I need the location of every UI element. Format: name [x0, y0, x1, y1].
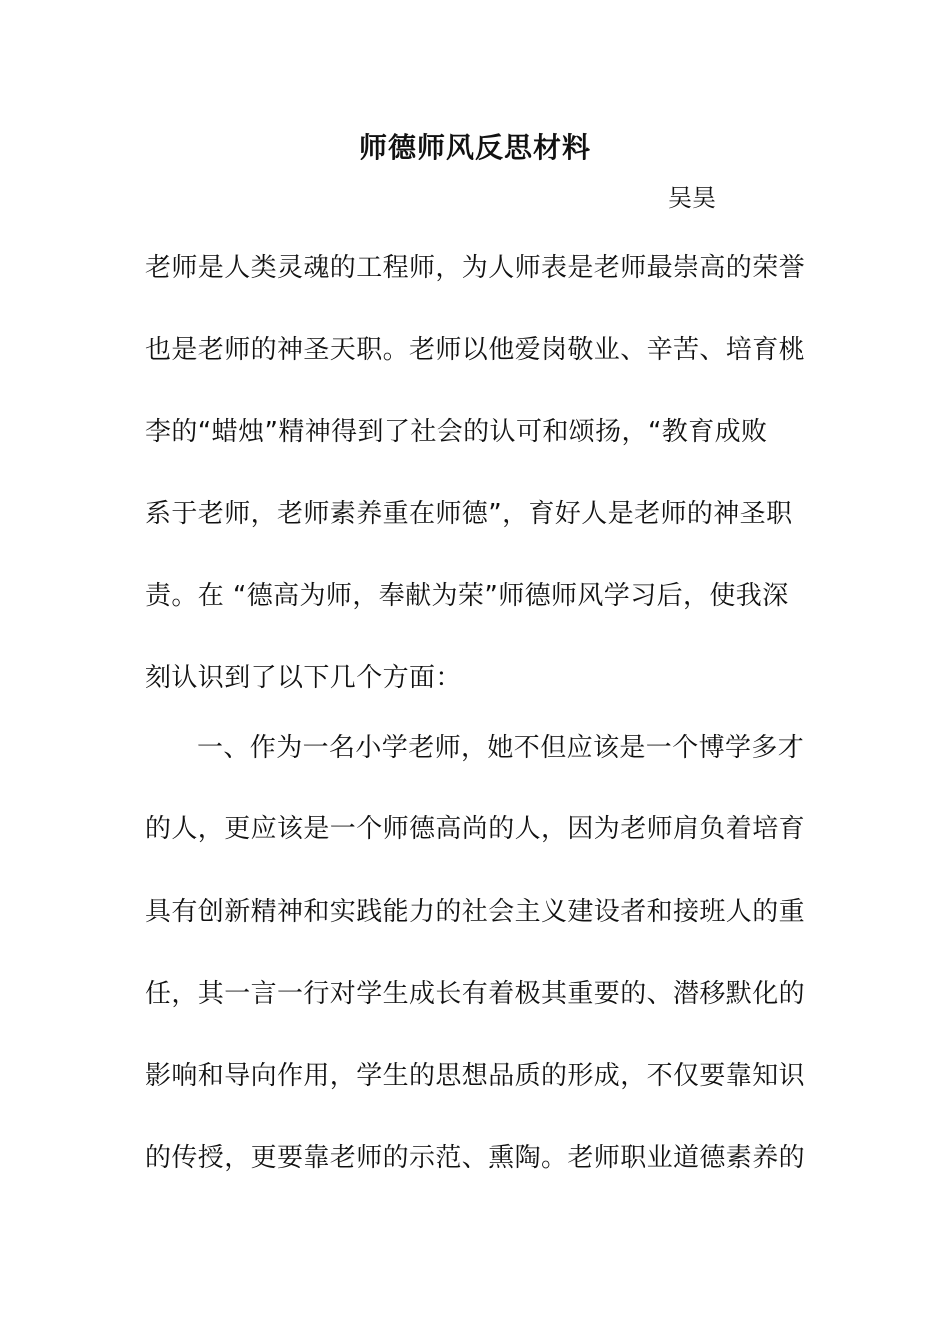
body-line: 也是老师的神圣天职。老师以他爱岗敬业、辛苦、培育桃 [145, 335, 806, 365]
body-line: 老师是人类灵魂的工程师，为人师表是老师最崇高的荣誉 [145, 253, 806, 283]
body-line: 任，其一言一行对学生成长有着极其重要的、潜移默化的 [145, 979, 806, 1009]
document-author: 吴昊 [668, 184, 716, 212]
body-line: 李的“蜡烛”精神得到了社会的认可和颂扬，“教育成败 [145, 417, 768, 447]
body-line: 影响和导向作用，学生的思想品质的形成，不仅要靠知识 [145, 1061, 806, 1091]
body-line: 具有创新精神和实践能力的社会主义建设者和接班人的重 [145, 897, 806, 927]
body-line: 责。在 “德高为师，奉献为荣”师德师风学习后，使我深 [145, 581, 789, 611]
body-line: 刻认识到了以下几个方面： [145, 663, 462, 693]
body-line: 的传授，更要靠老师的示范、熏陶。老师职业道德素养的 [145, 1143, 806, 1173]
body-line-paragraph-start: 一、作为一名小学老师，她不但应该是一个博学多才 [197, 733, 805, 763]
body-line: 系于老师，老师素养重在师德”，育好人是老师的神圣职 [145, 499, 793, 529]
body-line: 的人，更应该是一个师德高尚的人，因为老师肩负着培育 [145, 814, 806, 844]
document-title: 师德师风反思材料 [358, 131, 591, 164]
